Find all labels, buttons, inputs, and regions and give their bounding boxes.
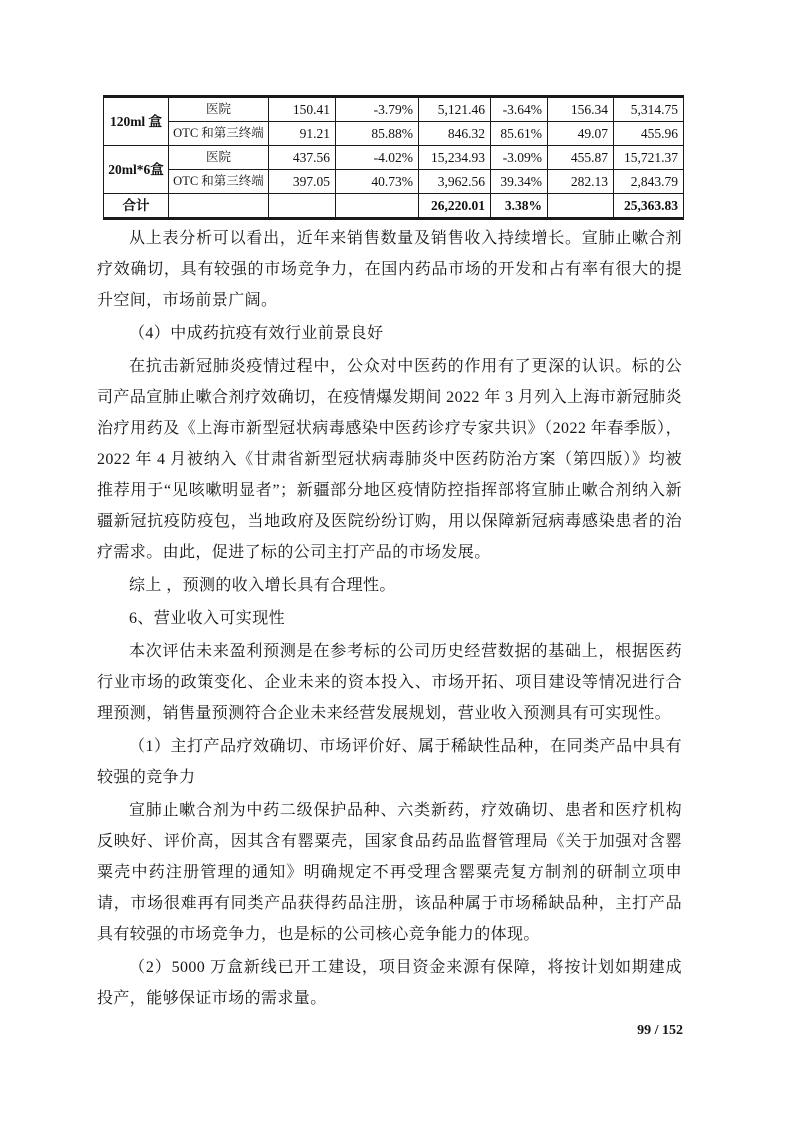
heading-item-1: （1）主打产品疗效确切、市场评价好、属于稀缺性品种，在同类产品中具有较强的竞争力 <box>97 738 682 786</box>
heading-item-2: （2）5000 万盒新线已开工建设，项目资金来源有保障，将按计划如期建成投产，能够保证市场的需求量。 <box>97 959 682 1007</box>
value-cell: 3.38% <box>491 194 548 219</box>
value-cell: 15,721.37 <box>614 146 684 170</box>
table-row <box>104 97 684 122</box>
table-row <box>104 170 684 194</box>
table-row-total <box>104 194 684 219</box>
value-cell: 91.21 <box>269 122 336 146</box>
value-cell: -4.02% <box>336 146 419 170</box>
value-cell: 5,314.75 <box>614 97 684 122</box>
sales-table <box>103 95 684 220</box>
value-cell: 455.96 <box>614 122 684 146</box>
value-cell: 397.05 <box>269 170 336 194</box>
channel-cell: OTC 和第三终端 <box>169 122 269 146</box>
value-cell <box>336 194 419 219</box>
value-cell: 156.34 <box>548 97 614 122</box>
value-cell: -3.64% <box>491 97 548 122</box>
value-cell: 455.87 <box>548 146 614 170</box>
value-cell: 49.07 <box>548 122 614 146</box>
value-cell: 846.32 <box>419 122 491 146</box>
value-cell: 3,962.56 <box>419 170 491 194</box>
heading-section-4: （4）中成药抗疫有效行业前景良好 <box>129 325 384 342</box>
heading-section-6: 6、营业收入可实现性 <box>129 610 286 627</box>
channel-cell: OTC 和第三终端 <box>169 170 269 194</box>
channel-cell: 医院 <box>169 146 269 170</box>
value-cell: 39.34% <box>491 170 548 194</box>
value-cell: 85.61% <box>491 122 548 146</box>
product-cell: 120ml 盒 <box>104 97 169 146</box>
value-cell: 150.41 <box>269 97 336 122</box>
paragraph-forecast: 本次评估未来盈利预测是在参考标的公司历史经营数据的基础上，根据医药行业市场的政策变化、企业未来的资本投入、市场开拓、项目建设等情况进行合理预测，销售量预测符合企业未来经营发展规划，营业收入预测具有可实现性。 <box>97 643 682 722</box>
value-cell: 15,234.93 <box>419 146 491 170</box>
body-text <box>97 221 682 1016</box>
table-row <box>104 146 684 170</box>
value-cell: 85.88% <box>336 122 419 146</box>
product-cell: 20ml*6盒 <box>104 146 169 194</box>
value-cell <box>548 194 614 219</box>
value-cell: 437.56 <box>269 146 336 170</box>
channel-cell <box>169 194 269 219</box>
value-cell: 25,363.83 <box>614 194 684 219</box>
value-cell: 5,121.46 <box>419 97 491 122</box>
value-cell: -3.79% <box>336 97 419 122</box>
value-cell: 2,843.79 <box>614 170 684 194</box>
channel-cell: 医院 <box>169 97 269 122</box>
value-cell: 282.13 <box>548 170 614 194</box>
value-cell: -3.09% <box>491 146 548 170</box>
table-row <box>104 122 684 146</box>
paragraph-covid: 在抗击新冠肺炎疫情过程中，公众对中医药的作用有了更深的认识。标的公司产品宣肺止嗽合剂疗效确切，在疫情爆发期间 2022 年 3 月列入上海市新冠肺炎治疗用药及《上海市新型冠状病毒感染中医药诊疗专家共识》（2022 年春季版），2022 年 4 月被纳入《甘肃省新型冠状病毒肺炎中医药防治方案（第四版）》均被推荐用于“见咳嗽明显者”；新疆部分地区疫情防控指挥部将宣肺止嗽合剂纳入新疆新冠抗疫防疫包，当地政府及医院纷纷订购，用以保障新冠病毒感染患者的治疗需求。由此，促进了标的公司主打产品的市场发展。 <box>97 358 682 561</box>
product-cell: 合计 <box>104 194 169 219</box>
value-cell <box>269 194 336 219</box>
paragraph-product: 宣肺止嗽合剂为中药二级保护品种、六类新药，疗效确切、患者和医疗机构反映好、评价高，因其含有罂粟壳，国家食品药品监督管理局《关于加强对含罂粟壳中药注册管理的通知》明确规定不再受理含罂粟壳复方制剂的研制立项申请，市场很难再有同类产品获得药品注册，该品种属于市场稀缺品种，主打产品具有较强的市场竞争力，也是标的公司核心竞争能力的体现。 <box>97 802 682 943</box>
paragraph-analysis: 从上表分析可以看出，近年来销售数量及销售收入持续增长。宣肺止嗽合剂疗效确切，具有较强的市场竞争力，在国内药品市场的开发和占有率有很大的提升空间，市场前景广阔。 <box>97 230 682 309</box>
page-number: 99 / 152 <box>637 1023 683 1038</box>
paragraph-conclusion: 综上 ，预测的收入增长具有合理性。 <box>129 577 396 594</box>
value-cell: 40.73% <box>336 170 419 194</box>
value-cell: 26,220.01 <box>419 194 491 219</box>
